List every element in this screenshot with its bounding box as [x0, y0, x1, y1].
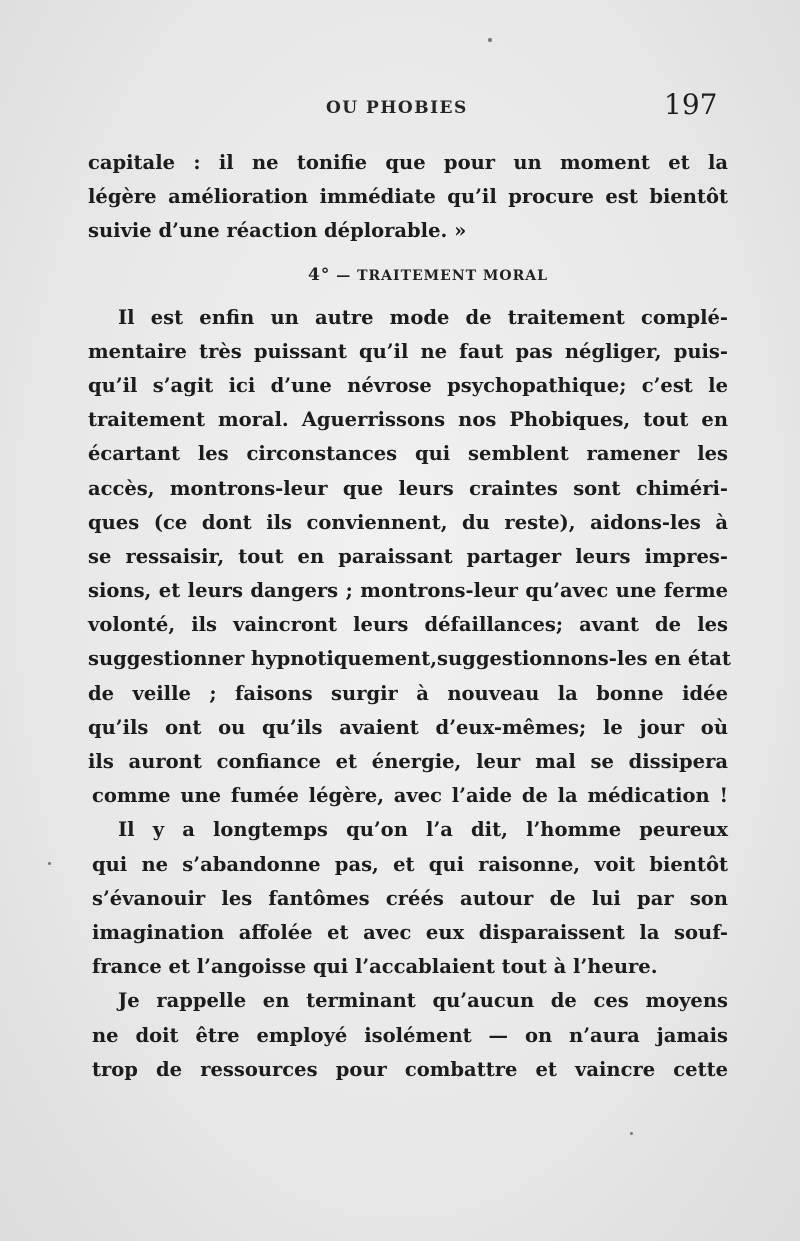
text-line: qu’ils ont ou qu’ils avaient d’eux-mêmes; le jour où [88, 715, 728, 739]
paragraph [88, 301, 731, 814]
text-line: qui ne s’abandonne pas, et qui raisonne, voit bientôt [92, 852, 728, 876]
text-line: imagination affolée et avec eux disparaissent la souf- [92, 920, 728, 944]
text-line: france et l’angoisse qui l’accablaient tout à l’heure. [92, 955, 658, 979]
paper-speck [48, 862, 51, 865]
text-line: trop de ressources pour combattre et vaincre cette [92, 1057, 728, 1081]
running-title: OU PHOBIES [326, 98, 468, 118]
text-line: légère amélioration immédiate qu’il procure est bientôt [88, 185, 728, 209]
text-line: ils auront confiance et énergie, leur mal se dissipera [88, 750, 728, 773]
section-title: — TRAITEMENT MORAL [336, 267, 548, 284]
paragraph [88, 813, 728, 984]
text-line: comme une fumée légère, avec l’aide de la médication ! [92, 784, 728, 808]
text-line: de veille ; faisons surgir à nouveau la bonne idée [88, 681, 728, 705]
body-text [88, 146, 731, 1087]
paper-speck [488, 38, 492, 42]
paragraph-continuation [88, 146, 728, 249]
text-line: Je rappelle en terminant qu’aucun de ces moyens [118, 989, 728, 1013]
text-line: Il est enfin un autre mode de traitement complé- [118, 305, 728, 329]
section-heading [88, 249, 728, 301]
text-line: mentaire très puissant qu’il ne faut pas négliger, puis- [88, 339, 728, 363]
text-line: volonté, ils vaincront leurs défaillances; avant de les [88, 613, 728, 637]
text-line: suggestionner hypnotiquement,suggestionnons-les en état [88, 647, 731, 671]
text-line: qu’il s’agit ici d’une névrose psychopathique; c’est le [88, 373, 728, 397]
text-line: suivie d’une réaction déplorable. » [88, 219, 467, 243]
text-line: Il y a longtemps qu’on l’a dit, l’homme peureux [118, 818, 728, 842]
text-line: ne doit être employé isolément — on n’aura jamais [92, 1023, 728, 1047]
text-line: sions, et leurs dangers ; montrons-leur qu’avec une ferme [88, 579, 728, 603]
text-line: capitale : il ne tonifie que pour un moment et la [88, 151, 728, 174]
paper-speck [630, 1132, 633, 1135]
text-line: s’évanouir les fantômes créés autour de lui par son [92, 886, 728, 910]
text-line: traitement moral. Aguerrissons nos Phobiques, tout en [88, 408, 728, 432]
paragraph [88, 984, 728, 1087]
text-line: ques (ce dont ils conviennent, du reste), aidons-les à [88, 510, 728, 534]
running-head [0, 88, 800, 128]
section-number: 4° [308, 264, 331, 285]
page-number: 197 [664, 88, 718, 121]
text-line: accès, montrons-leur que leurs craintes sont chiméri- [88, 476, 728, 500]
text-line: écartant les circonstances qui semblent ramener les [88, 442, 728, 466]
text-line: se ressaisir, tout en paraissant partager leurs impres- [88, 544, 728, 568]
